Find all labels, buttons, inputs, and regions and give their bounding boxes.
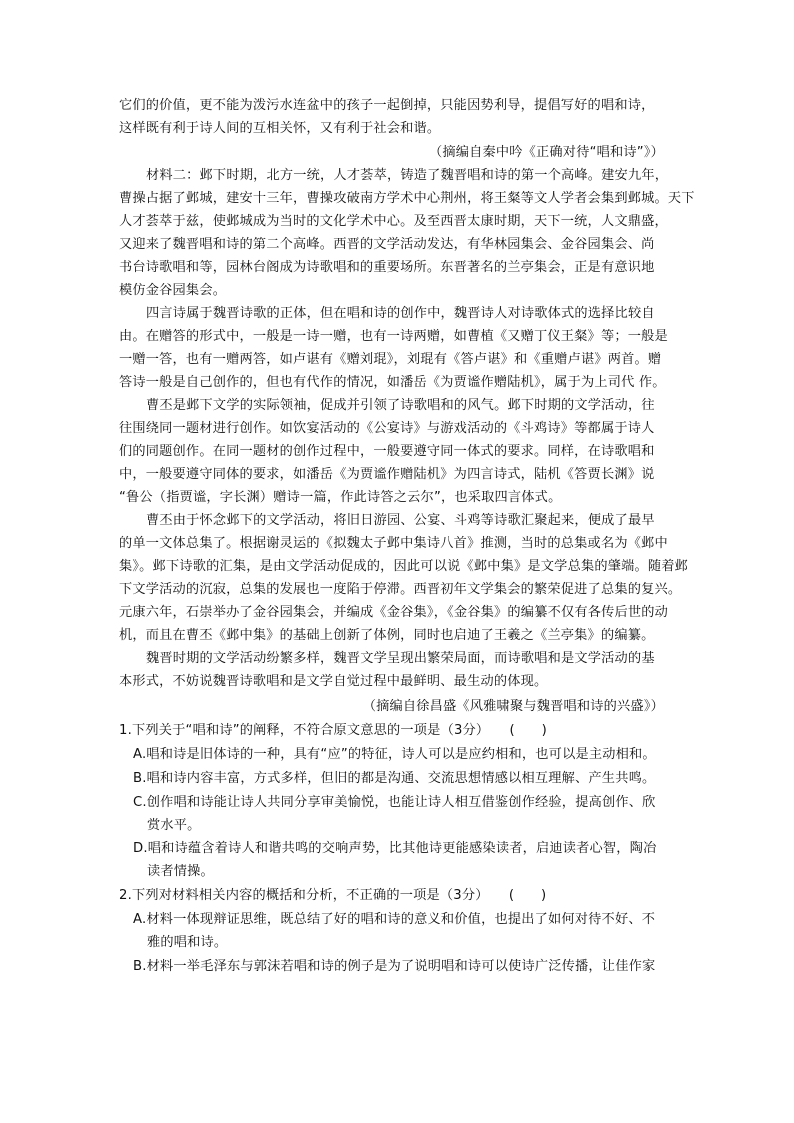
question-1-option-c[interactable]: C.创作唱和诗能让诗人共同分享审美愉悦，也能让诗人相互借鉴创作经验，提高创作、欣 [133, 795, 656, 810]
question-1-option-d-cont: 读者情操。 [147, 864, 214, 879]
source-citation-1: （摘编自秦中吟《正确对待“唱和诗”》） [428, 145, 664, 160]
continuation-line: 这样既有利于诗人间的互相关怀，又有利于社会和谐。 [119, 121, 441, 136]
paragraph-line: “鲁公（指贾谧，字长渊）赠诗一篇，作此诗答之云尔”，也采取四言体式。 [119, 490, 562, 505]
question-1-option-c-cont: 赏水平。 [147, 818, 201, 833]
question-2-option-b[interactable]: B.材料一举毛泽东与郭沫若唱和诗的例子是为了说明唱和诗可以使诗广泛传播，让佳作家 [133, 959, 656, 974]
question-1-option-a[interactable]: A.唱和诗是旧体诗的一种，具有“应”的特征，诗人可以是应约相和，也可以是主动相和。 [133, 747, 656, 762]
paragraph-line: 下文学活动的沉寂，总集的发展也一度陷于停滞。西晋初年文学集会的繁荣促进了总集的复兴。 [119, 582, 682, 597]
question-1-stem: 1.下列关于“唱和诗”的阐释，不符合原文意思的一项是（3分） ( ) [119, 723, 547, 738]
paragraph-line: 本形式，不妨说魏晋诗歌唱和是文学自觉过程中最鲜明、最生动的体现。 [119, 674, 548, 689]
source-citation-2: （摘编自徐昌盛《风雅啸聚与魏晋唱和诗的兴盛》） [362, 699, 664, 714]
paragraph-line: 的单一文体总集了。根据谢灵运的《拟魏太子邺中集诗八首》推测，当时的总集或名为《邺中 [119, 536, 668, 551]
paragraph-line: 由。在赠答的形式中，一般是一诗一赠，也有一诗两赠，如曹植《又赠丁仪王粲》等；一般是 [119, 329, 668, 344]
paragraph-line: 中，一般要遵守同体的要求，如潘岳《为贾谧作赠陆机》为四言诗式，陆机《答贾长渊》说 [119, 467, 655, 482]
material-2-paragraph-1: 材料二：邺下时期，北方一统，人才荟萃，铸造了魏晋唱和诗的第一个高峰。建安九年， [146, 168, 669, 183]
paragraph-line: 曹操占据了邺城，建安十三年，曹操攻破南方学术中心荆州，将王粲等文人学者会集到邺城。天下 [119, 191, 695, 206]
paragraph-line: 一赠一答，也有一赠两答，如卢谌有《赠刘琨》，刘琨有《答卢谌》和《重赠卢谌》两首。赠 [119, 352, 662, 367]
question-1-option-b[interactable]: B.唱和诗内容丰富，方式多样，但旧的都是沟通、交流思想情感以相互理解、产生共鸣。 [133, 771, 656, 786]
material-2-paragraph-5: 魏晋时期的文学活动纷繁多样，魏晋文学呈现出繁荣局面，而诗歌唱和是文学活动的基 [146, 651, 655, 666]
question-2-option-a[interactable]: A.材料一体现辩证思维，既总结了好的唱和诗的意义和价值，也提出了如何对待不好、不 [133, 912, 656, 927]
paragraph-line: 元康六年，石崇举办了金谷园集会，并编成《金谷集》，《金谷集》的编纂不仅有各传后世的动 [119, 605, 669, 620]
paragraph-line: 机，而且在曹丕《邺中集》的基础上创新了体例，同时也启迪了王羲之《兰亭集》的编纂。 [119, 628, 655, 643]
question-2-option-a-cont: 雅的唱和诗。 [147, 935, 228, 950]
question-1-option-d[interactable]: D.唱和诗蕴含着诗人和谐共鸣的交响声势，比其他诗更能感染读者，启迪读者心智，陶冶 [133, 841, 657, 856]
paragraph-line: 们的同题创作。在同一题材的创作过程中，一般要遵守同一体式的要求。同样，在诗歌唱和 [119, 444, 655, 459]
paragraph-line: 书台诗歌唱和等，园林台阁成为诗歌唱和的重要场所。东晋著名的兰亭集会，正是有意识地 [119, 260, 655, 275]
paragraph-line: 模仿金谷园集会。 [119, 283, 227, 298]
continuation-line: 它们的价值，更不能为泼污水连盆中的孩子一起倒掉，只能因势利导，提倡写好的唱和诗， [119, 98, 655, 113]
paragraph-line: 往围绕同一题材进行创作。如饮宴活动的《公宴诗》与游戏活动的《斗鸡诗》等都属于诗人 [119, 421, 655, 436]
question-2-stem: 2.下列对材料相关内容的概括和分析，不正确的一项是（3分） ( ) [119, 888, 547, 903]
material-2-paragraph-4: 曹丕由于怀念邺下的文学活动，将旧日游园、公宴、斗鸡等诗歌汇聚起来，便成了最早 [146, 513, 655, 528]
material-2-paragraph-3: 曹丕是邺下文学的实际领袖，促成并引领了诗歌唱和的风气。邺下时期的文学活动，往 [146, 398, 655, 413]
paragraph-line: 人才荟萃于兹，使邺城成为当时的文化学术中心。及至西晋太康时期，天下一统，人文鼎盛， [119, 214, 668, 229]
paragraph-line: 又迎来了魏晋唱和诗的第二个高峰。西晋的文学活动发达，有华林园集会、金谷园集会、尚 [119, 237, 655, 252]
paragraph-line: 答诗一般是自己创作的，但也有代作的情况，如潘岳《为贾谧作赠陆机》，属于为上司代 作。 [119, 375, 666, 390]
material-2-paragraph-2: 四言诗属于魏晋诗歌的正体，但在唱和诗的创作中，魏晋诗人对诗歌体式的选择比较自 [146, 306, 655, 321]
paragraph-line: 集》。邺下诗歌的汇集，是由文学活动促成的，因此可以说《邺中集》是文学总集的肇端。随着邺 [119, 559, 689, 574]
